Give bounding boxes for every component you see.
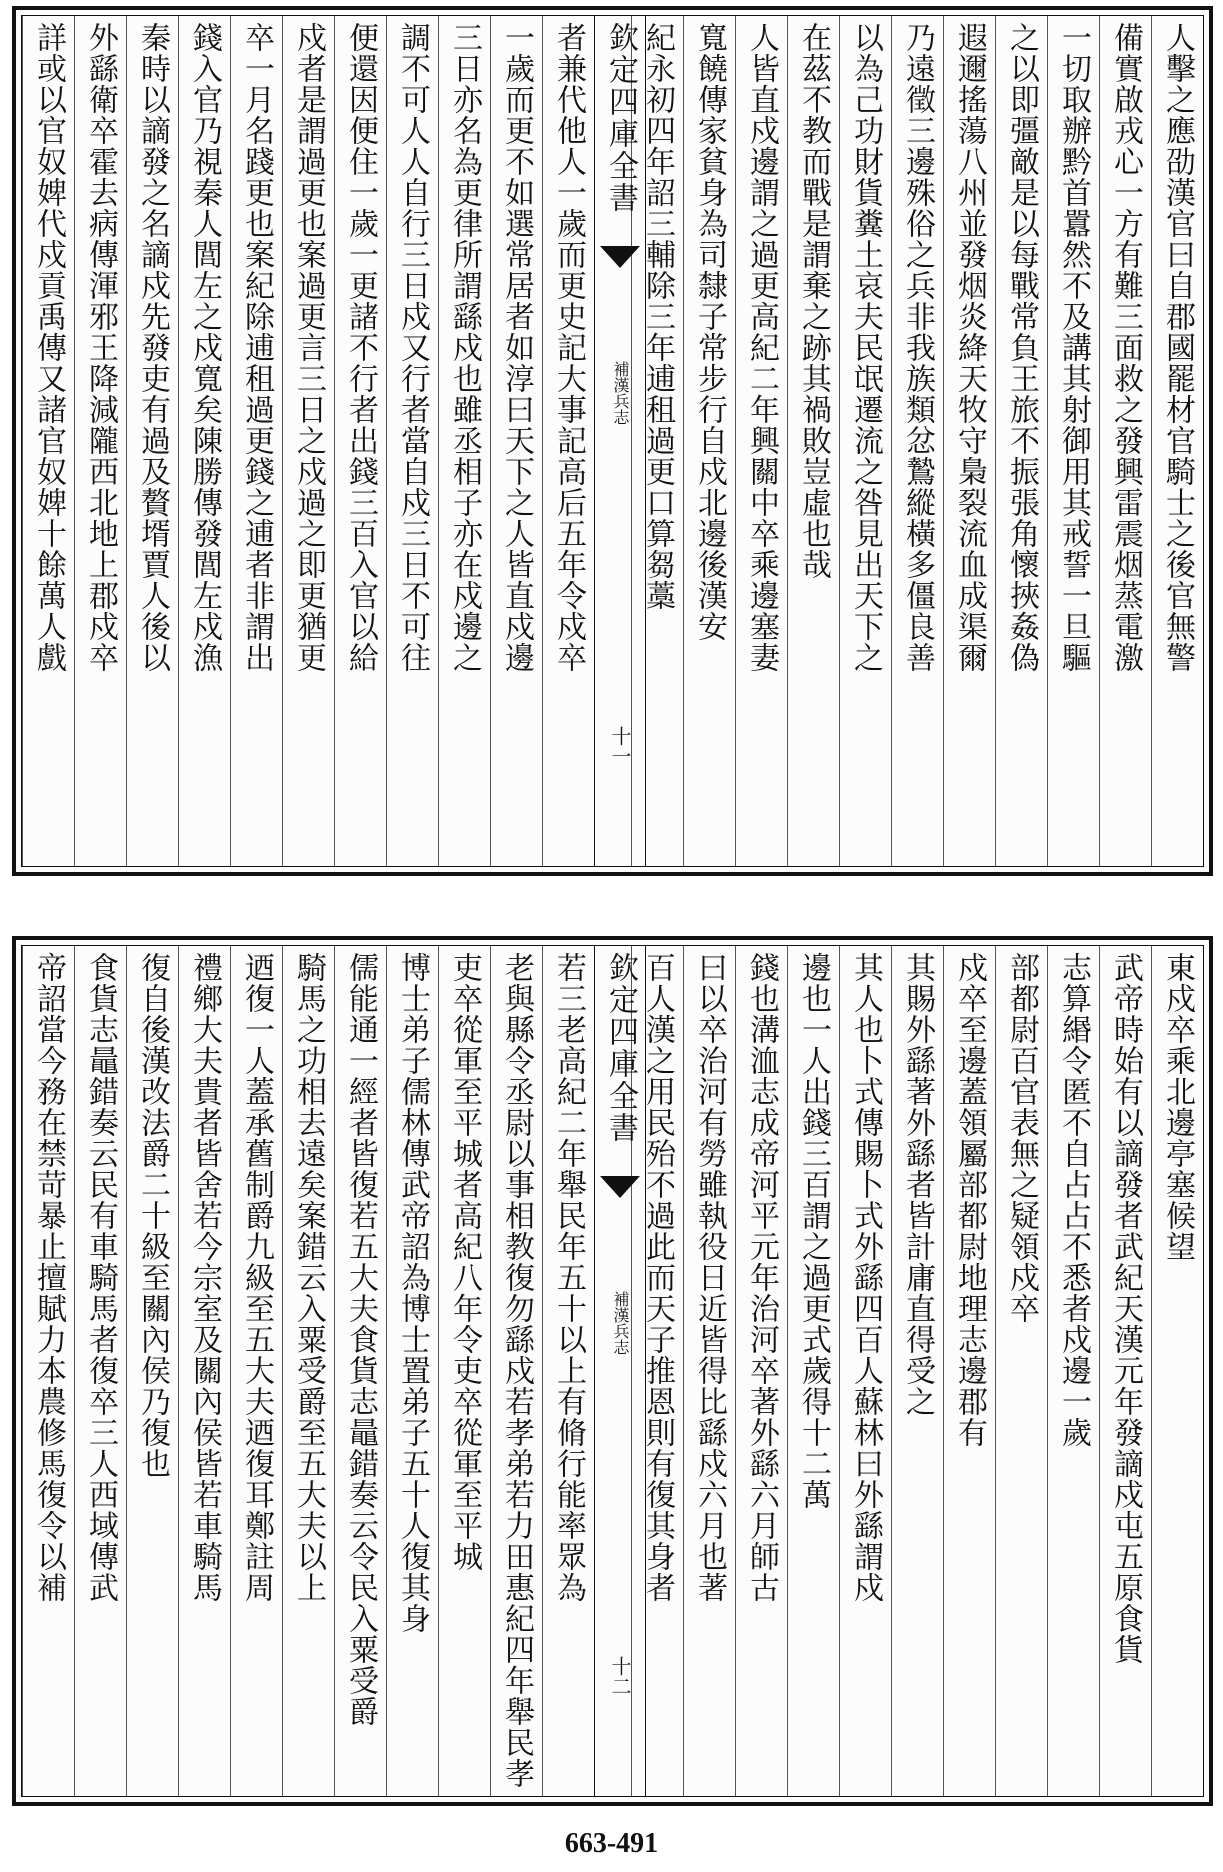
text-column: 其人也卜式傳賜卜式外繇四百人蘇林曰外繇謂戍 bbox=[839, 946, 891, 1796]
text-column: 戍卒至邊蓋領屬部都尉地理志邊郡有 bbox=[943, 946, 995, 1796]
text-column: 在茲不教而戰是謂棄之跡其禍敗豈虛也哉 bbox=[787, 16, 839, 866]
text-column: 寬饒傳家貧身為司隸子常步行自戍北邊後漢安 bbox=[683, 16, 735, 866]
text-column: 儒能通一經者皆復若五大夫食貨志鼂錯奏云令民入粟受爵 bbox=[334, 946, 386, 1796]
text-column: 邊也一人出錢三百謂之過更式歲得十二萬 bbox=[787, 946, 839, 1796]
page-number: 十二 bbox=[608, 1656, 632, 1696]
text-column: 帝詔當今務在禁苛暴止擅賦力本農修馬復令以補 bbox=[22, 946, 74, 1796]
text-column: 部都尉百官表無之疑領戍卒 bbox=[995, 946, 1047, 1796]
text-column: 卒一月名踐更也案紀除逋租過更錢之逋者非謂出 bbox=[230, 16, 282, 866]
text-column: 之以即彊敵是以每戰常負王旅不振張角懷挾姦偽 bbox=[995, 16, 1047, 866]
text-column: 戍者是謂過更也案過更言三日之戍過之即更猶更 bbox=[282, 16, 334, 866]
text-column: 曰以卒治河有勞雖執役日近皆得比繇戍六月也著 bbox=[683, 946, 735, 1796]
text-column: 志算緡令匿不自占占不悉者戍邊一歲 bbox=[1047, 946, 1099, 1796]
text-column: 食貨志鼂錯奏云民有車騎馬者復卒三人西域傳武 bbox=[74, 946, 126, 1796]
text-column: 吏卒從軍至平城者高紀八年令吏卒從軍至平城 bbox=[438, 946, 490, 1796]
text-column: 一切取辦黔首囂然不及講其射御用其戒誓一旦驅 bbox=[1047, 16, 1099, 866]
text-column: 者兼代他人一歲而更史記大事記高后五年令戍卒 bbox=[542, 16, 594, 866]
text-column: 錢也溝洫志成帝河平元年治河卒著外繇六月師古 bbox=[735, 946, 787, 1796]
text-column: 三日亦名為更律所謂繇戍也雖丞相子亦在戍邊之 bbox=[438, 16, 490, 866]
text-column: 紀永初四年詔三輔除三年逋租過更口算芻藁 bbox=[631, 16, 683, 866]
center-column bbox=[594, 946, 646, 1796]
text-column: 博士弟子儒林傳武帝詔為博士置弟子五十人復其身 bbox=[386, 946, 438, 1796]
chapter-title: 補漢兵志 bbox=[611, 361, 630, 425]
text-column: 一歲而更不如選常居者如淳曰天下之人皆直戍邊 bbox=[490, 16, 542, 866]
text-column: 禮鄉大夫貴者皆舍若今宗室及關內侯皆若車騎馬 bbox=[178, 946, 230, 1796]
center-column bbox=[594, 16, 646, 866]
text-column: 百人漢之用民殆不過此而天子推恩則有復其身者 bbox=[631, 946, 683, 1796]
text-column: 外繇衛卒霍去病傳渾邪王降減隴西北地上郡戍卒 bbox=[74, 16, 126, 866]
text-column: 騎馬之功相去遠矣案錯云入粟受爵至五大夫以上 bbox=[282, 946, 334, 1796]
book-title: 欽定四庫全書 bbox=[603, 952, 638, 1144]
chapter-title: 補漢兵志 bbox=[611, 1291, 630, 1355]
text-column: 武帝時始有以謫發者武紀天漢元年發謫戍屯五原食貨 bbox=[1099, 946, 1151, 1796]
text-column: 遐邇搖蕩八州並發烟炎絳天牧守梟裂流血成渠爾 bbox=[943, 16, 995, 866]
text-column: 乃遠徵三邊殊俗之兵非我族類忿鷙縱橫多僵良善 bbox=[891, 16, 943, 866]
page-number: 十一 bbox=[608, 726, 632, 766]
text-column: 調不可人人自行三日戍又行者當自戍三日不可往 bbox=[386, 16, 438, 866]
right-half-columns bbox=[631, 946, 1203, 1796]
left-half-columns bbox=[22, 946, 594, 1796]
text-column: 迺復一人蓋承舊制爵九級至五大夫迺復耳鄭註周 bbox=[230, 946, 282, 1796]
left-half-columns bbox=[22, 16, 594, 866]
text-column: 其賜外繇著外繇者皆計庸直得受之 bbox=[891, 946, 943, 1796]
text-column: 人皆直戍邊謂之過更高紀二年興關中卒乘邊塞妻 bbox=[735, 16, 787, 866]
text-column: 老與縣令丞尉以事相教復勿繇戍若孝弟若力田惠紀四年舉民孝 bbox=[490, 946, 542, 1796]
text-column: 詳或以官奴婢代戍貢禹傳又諸官奴婢十餘萬人戲 bbox=[22, 16, 74, 866]
page-11 bbox=[12, 6, 1213, 876]
text-column: 以為己功財貨糞土哀夫民氓遷流之咎見出天下之 bbox=[839, 16, 891, 866]
page-12 bbox=[12, 936, 1213, 1806]
text-column: 錢入官乃視秦人閭左之戍寬矣陳勝傳發閭左戍漁 bbox=[178, 16, 230, 866]
text-column: 秦時以謫發之名謫戍先發吏有過及贅壻賈人後以 bbox=[126, 16, 178, 866]
text-column: 備實啟戎心一方有難三面救之發興雷震烟蒸電激 bbox=[1099, 16, 1151, 866]
catalog-number: 663-491 bbox=[564, 1828, 659, 1859]
page-frame bbox=[21, 15, 1204, 867]
text-column: 東戍卒乘北邊亭塞候望 bbox=[1151, 946, 1203, 1796]
page-frame bbox=[21, 945, 1204, 1797]
text-column: 便還因便住一歲一更諸不行者出錢三百入官以給 bbox=[334, 16, 386, 866]
fish-tail-mark bbox=[600, 246, 640, 270]
text-column: 人擊之應劭漢官曰自郡國罷材官騎士之後官無警 bbox=[1151, 16, 1203, 866]
right-half-columns bbox=[631, 16, 1203, 866]
text-column: 若三老高紀二年舉民年五十以上有脩行能率眾為 bbox=[542, 946, 594, 1796]
fish-tail-mark bbox=[600, 1176, 640, 1200]
text-column: 復自後漢改法爵二十級至關內侯乃復也 bbox=[126, 946, 178, 1796]
book-title: 欽定四庫全書 bbox=[603, 22, 638, 214]
